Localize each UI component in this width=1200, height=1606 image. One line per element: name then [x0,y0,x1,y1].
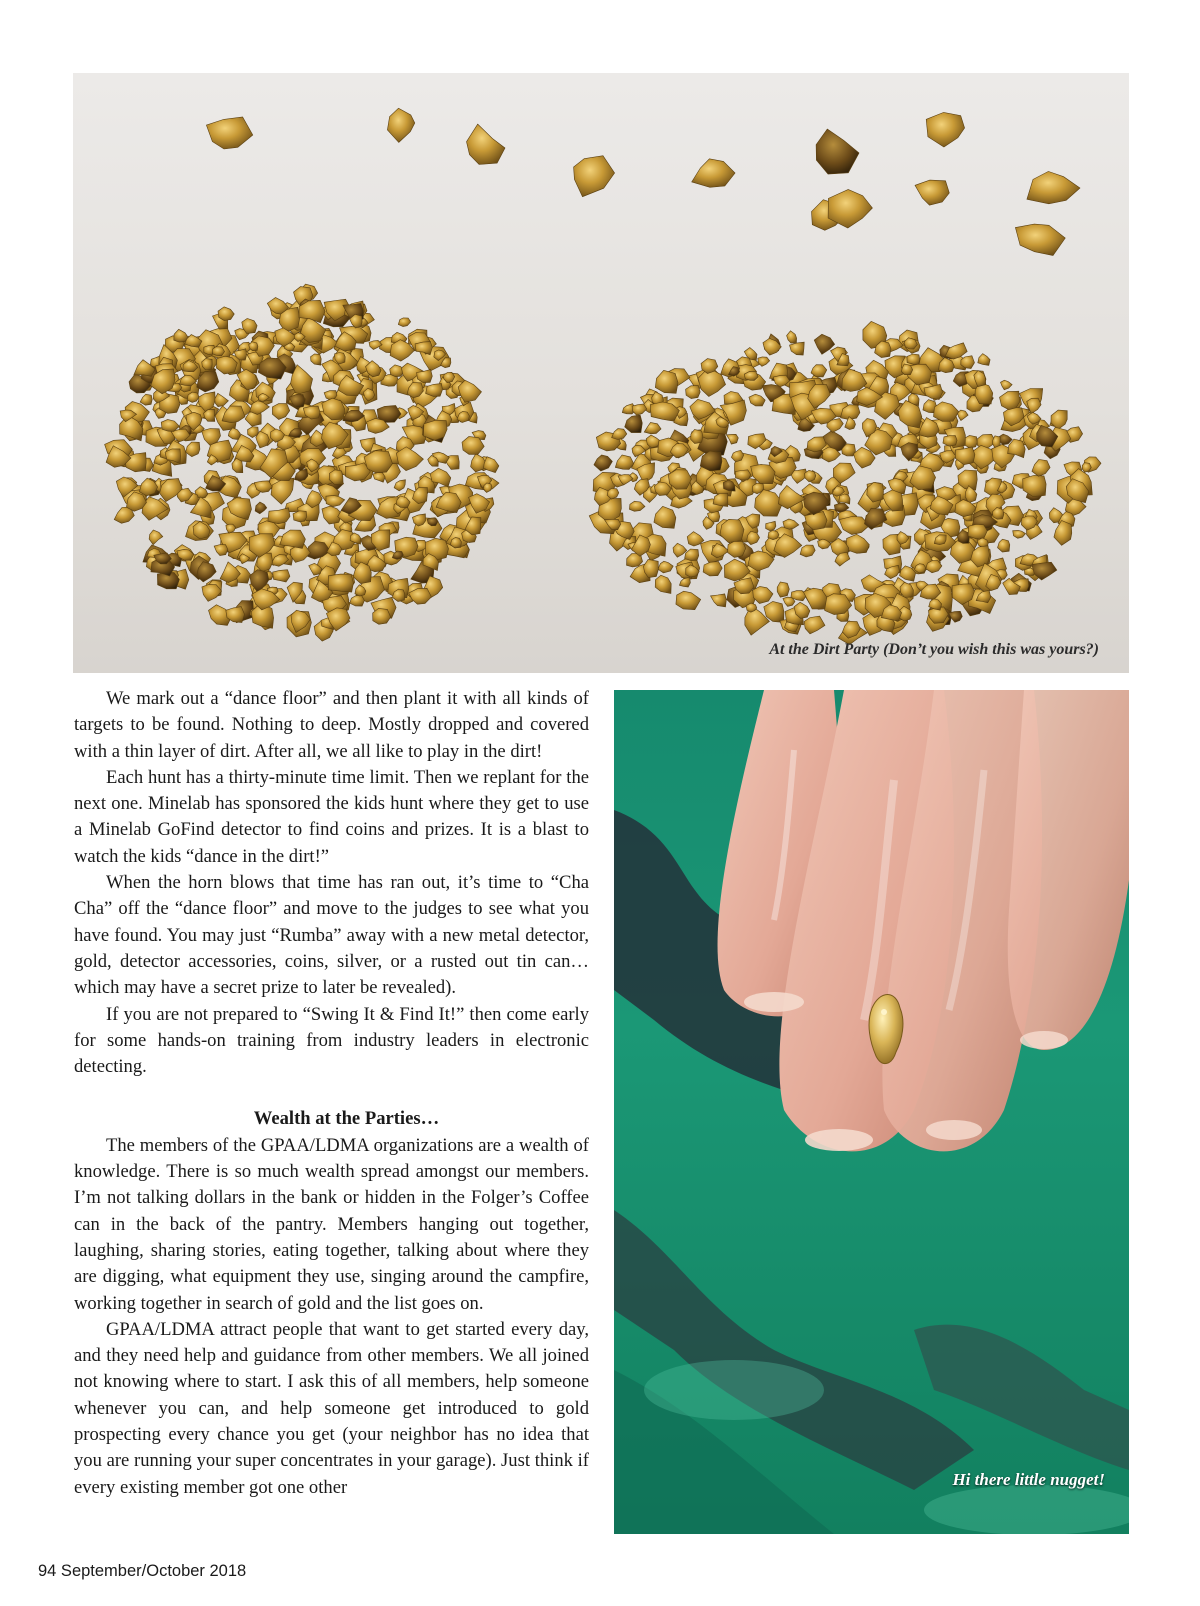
article-paragraph: If you are not prepared to “Swing It & Find It!” then come early for some hands-on training from industry leaders in electronic detecting. [74,1003,589,1078]
gold-nugget [484,457,499,473]
gold-nugget [467,124,506,164]
gold-nugget [839,517,869,535]
gold-nugget [226,524,236,533]
gold-nugget [787,331,797,343]
gold-nugget [934,402,959,422]
gold-nugget [846,534,869,553]
gold-nugget [161,420,179,432]
gold-nugget [999,434,1013,445]
article-paragraph: GPAA/LDMA attract people that want to get started every day, and they need help and guidance from other members. We all joined not knowing where to start. I ask this of all members, help someone whenever you can, and help someone get introduced to gold prospecting every chance you get (your neighbor has no idea that you are running your super concentrates in your garage). Just think if every existing member got one other [74,1318,589,1498]
gold-nugget [673,543,687,557]
gold-nuggets-photo [73,73,1129,673]
article-paragraph: Each hunt has a thirty-minute time limit. Then we replant for the next one. Minelab has sponsored the kids hunt where they get to use a Minelab GoFind detector to find coins and prizes. It is a blast to watch the kids “dance in the dirt!” [74,766,589,867]
article-paragraph: When the horn blows that time has ran out, it’s time to “Cha Cha” off the “dance floor” and move to the judges to see what you have found. You may just “Rumba” away with a new metal detector, gold, detector accessories, coins, silver, or a rusted out tin can…which may have a secret prize to later be revealed). [74,872,589,999]
gold-nugget [766,521,776,531]
gold-nugget [272,404,289,420]
gold-nugget [311,354,322,365]
section-heading: Wealth at the Parties… [253,1108,440,1130]
gold-nugget [726,434,738,444]
gold-nugget [1051,410,1067,429]
gold-nugget [703,562,722,577]
gold-nugget [149,530,163,545]
right-photo-caption: Hi there little nugget! [952,1470,1105,1489]
gold-nugget [926,112,964,147]
gold-nugget [214,545,228,556]
gold-nugget [804,616,825,634]
gold-nugget [749,394,765,406]
gold-nugget [790,342,805,355]
gold-nugget [632,404,647,415]
fingertip-nugget-photo [614,690,1129,1534]
gold-nugget [758,357,770,367]
gold-nugget [658,561,673,573]
gold-nugget [140,394,152,405]
gold-nugget [625,415,643,433]
article-body [74,686,589,1501]
gold-nugget [783,519,799,529]
gold-nugget [268,508,290,524]
gold-nugget [713,493,728,506]
gold-nugget [328,574,353,592]
gold-nugget [398,318,410,327]
gold-nugget [735,470,751,480]
gold-nugget [800,545,815,557]
article-paragraph: We mark out a “dance floor” and then plant it with all kinds of targets to be found. Nothing to deep. Mostly dropped and covered with a thin layer of dirt. After all, we all like to play in the dirt! [74,688,589,762]
gold-nugget [816,129,859,174]
gold-nugget [423,420,447,440]
gold-nugget [255,502,267,514]
gold-nugget [612,429,627,440]
gold-nugget [396,447,423,471]
gold-nugget [644,422,661,433]
gold-nugget [215,393,229,406]
gold-nugget [691,430,703,444]
gold-nugget [777,582,789,597]
gold-nugget [711,594,727,607]
article-paragraph: The members of the GPAA/LDMA organizations are a wealth of knowledge. There is so much wealth spread amongst our members. I’m not talking dollars in the bank or hidden in the Folger’s Coffee can in the back of the pantry. Members hanging out together, laughing, sharing stories, eating together, talking about where they are digging, what equipment they use, singing around the campfire, working together in search of gold and the list goes on. [74,1134,589,1314]
gold-nugget [390,365,404,377]
gold-nugget [326,495,345,506]
gold-nugget [213,347,225,356]
gold-nugget [373,473,385,483]
gold-nugget [753,586,773,603]
gold-nugget [1023,475,1046,496]
gold-nugget [655,370,678,393]
gold-nugget [629,501,645,511]
gold-nugget [1000,391,1020,410]
gold-nugget [206,117,252,149]
gold-nugget [293,511,307,522]
gold-nugget [700,451,722,471]
gold-nugget [654,506,676,528]
gold-nugget [943,436,957,447]
gold-nugget [915,180,949,205]
gold-nugget [394,480,405,491]
gold-nugget [615,455,634,470]
gold-nugget [655,575,671,593]
gold-nugget [273,570,290,582]
gold-nugget [1001,380,1013,390]
gold-nugget [373,608,391,624]
gold-nugget [676,591,701,610]
gold-nugget [686,386,701,399]
gold-nugget [907,354,920,365]
gold-nugget [594,455,613,471]
top-photo-caption: At the Dirt Party (Don’t you wish this was yours?) [769,641,1099,658]
gold-nugget [679,577,690,587]
gold-nugget [978,354,990,366]
gold-nugget [692,159,735,188]
gold-nugget [186,442,200,457]
gold-nugget [1015,224,1065,255]
gold-nugget [218,307,234,321]
gold-nugget [811,365,827,377]
page-folio: 94 September/October 2018 [38,1562,247,1580]
gold-nugget [574,156,615,197]
gold-nugget [1054,521,1072,546]
gold-nugget [727,541,745,557]
gold-nugget [968,524,987,539]
gold-nugget [1032,460,1050,477]
gold-nugget [392,551,403,559]
gold-nugget [1013,530,1026,538]
gold-nugget [426,384,443,397]
fingertip-nugget-illustration [614,690,1129,1534]
gold-nuggets-illustration [73,73,1129,673]
gold-nugget [350,595,365,606]
gold-nugget [945,343,967,359]
gold-nugget [1027,171,1080,203]
gold-nugget [387,108,414,142]
gold-nugget [998,539,1010,552]
